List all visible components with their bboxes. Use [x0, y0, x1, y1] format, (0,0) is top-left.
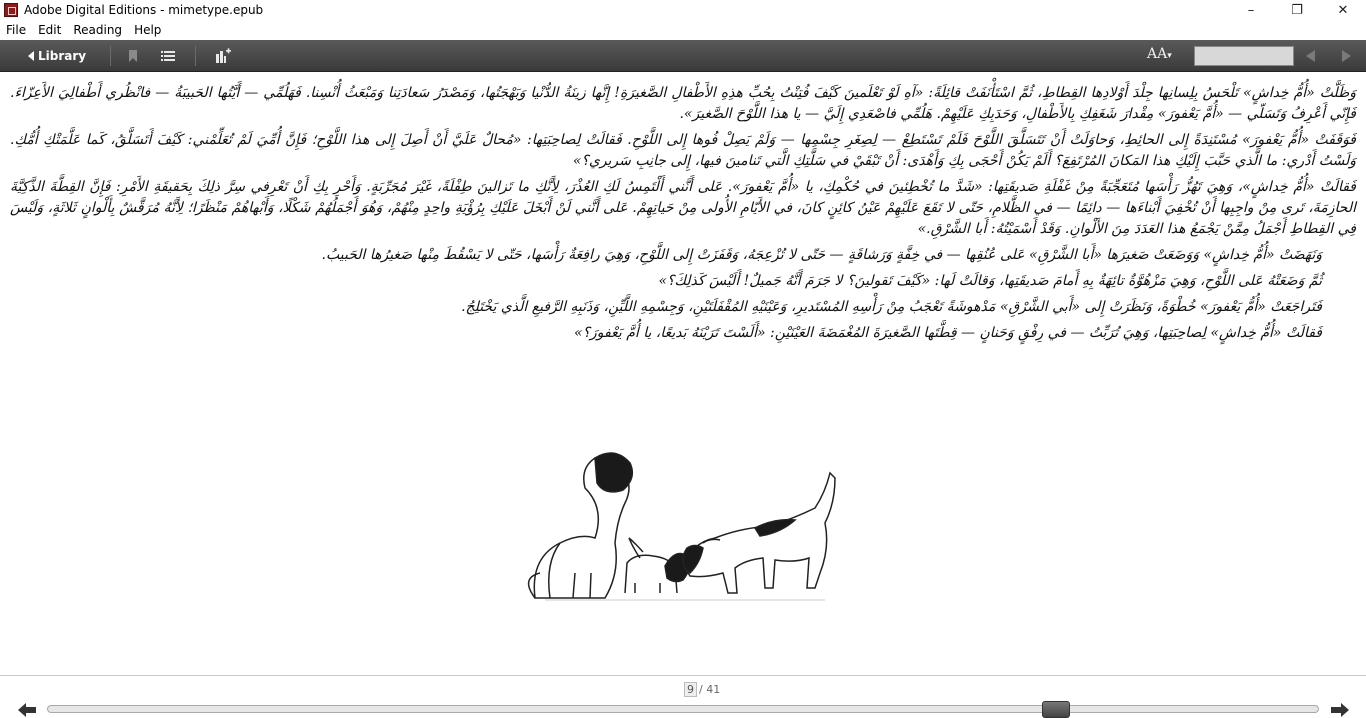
- menu-file[interactable]: File: [6, 23, 27, 37]
- window-title: Adobe Digital Editions - mimetype.epub: [24, 3, 264, 17]
- font-size-label: AA: [1147, 46, 1168, 62]
- paragraph: ثُمَّ وَضَعَتْهُ عَلى اللَّوْحِ، وَهِيَ مَزْهُوَّةٌ تائِهَةٌ بِهِ أَمامَ صَديقَتِها، وَقالَتْ لَها: «كَيْفَ تَقولينَ؟ لا جَرَمَ أَنَّهُ جَميلٌ! أَلَيْسَ كَذلِكَ؟»: [658, 273, 1322, 289]
- font-size-button[interactable]: [1147, 46, 1172, 62]
- page-slider-thumb[interactable]: [1042, 701, 1070, 718]
- menu-help[interactable]: Help: [134, 23, 162, 37]
- paragraph: وَظَلَّتْ «أُمُّ خِداشٍ» تَلْحَسُ بِلِسانِها جِلْدَ أَوْلادِها القِطاطِ، ثُمَّ اسْتَأْنَفَتْ قائِلَةً: «آهِ لَوْ تَعْلَمينَ كَيْفَ فُتِنْتُ بِحُبِّ هذِهِ الأَطْفالِ الصَّغيرَةِ! إِنَّها زينَةُ الدُّنْيا وَبَهْجَتُها، وَمَصْدَرُ سَعادَتِنا وَمَبْعَثُ أُنْسِنا. فَهَلُمِّي — أَيَّتُها الحَبيبَةُ — فانْظُري أَطْفالِيَ الأَعِزّاءَ. فَإِنّي أَعْرِفُ وَتَسَلّي — «أُمَّ يَعْفورَ» مِقْدارَ شَغَفِكِ بِالأَطْفالِ، وَحَدَبِكِ عَلَيْهِمْ. هَلُمِّي فاصْعَدِي إِلَيَّ — يا هذا اللَّوْحَ الصَّغيرَ».: [10, 85, 1356, 122]
- paragraph: فَقالَتْ «أُمُّ خِداشٍ» لِصاحِبَتِها، وَهِيَ تُرَبِّتُ — في رِفْقٍ وَحَنانٍ — قِطَّتَها الصَّغيرَةَ المُغْمَضَةَ العَيْنَيْنِ: «أَلَسْتَ تَرَيْنَهُ بَديعًا، يا أُمَّ يَعْفورَ؟»: [574, 325, 1322, 341]
- search-next-icon[interactable]: [1342, 50, 1351, 62]
- current-page-field[interactable]: 9: [684, 682, 697, 697]
- toolbar-divider: [110, 46, 111, 66]
- paragraph: فَوَقَفَتْ «أُمُّ يَعْفورَ» مُسْتَنِدَةً إِلى الحائِطِ، وَحاوَلَتْ أَنْ تَتَسَلَّقَ اللَّوْحَ فَلَمْ تَسْتَطِعْ — لِصِغَرِ جِسْمِها — وَلَمْ يَصِلْ فُوها إِلى اللَّوْحِ. فَقالَتْ لِصاحِبَتِها: «مُحالٌ عَلَيَّ أَنْ أَصِلَ إِلى هذا اللَّوْحِ؛ فَإِنَّ أُمِّيَ لَمْ تُعَلِّمْني: كَيْفَ أَتَسَلَّقُ، كَما عَلَّمَتْكِ أُمُّكِ. وَلَسْتُ أَدْري: ما الَّذي حَبَّبَ إِلَيْكِ هذا المَكانَ المُرْتَفِعَ؟ أَلَمْ يَكُنْ أَحْجَى بِكِ وَأَهْدَى: أَنْ تَبْقَيْ في سَلَّتِكِ الَّتي تَنامينَ فيها، إِلى جانِبِ سَريري؟»: [10, 132, 1356, 169]
- page-indicator: [684, 682, 720, 697]
- menu-edit[interactable]: Edit: [38, 23, 62, 37]
- page-slider-track[interactable]: [47, 705, 1319, 713]
- total-pages: / 41: [699, 683, 721, 696]
- add-to-collection-icon[interactable]: [215, 48, 231, 64]
- page-navigation-bar: [0, 675, 1366, 718]
- previous-page-arrow-icon[interactable]: [18, 703, 36, 717]
- paragraph: فَقالَتْ «أُمُّ خِداشٍ»، وَهِيَ تَهُزُّ رَأْسَها مُتَعَجِّبَةً مِنْ غَفْلَةِ صَديقَتِها: «شَدَّ ما تُخْطِئينَ في حُكْمِكِ، يا «أُمَّ يَعْفورَ». عَلى أَنَّني أَلْتَمِسُ لَكِ العُذْرَ، لِأَنَّكِ ما تَزالينَ طِفْلَةً، غَيْرَ مُجَرِّبَةٍ. وَأَحْرِ بِكِ أَنْ تَعْرِفي سِرَّ ذلِكَ بِحَقيقَةِ الأَمْرِ: فَإِنَّ القِطَّةَ الذَّكِيَّةَ الحازِمَةَ، تَرى مِنْ واجِبِها أَنْ تُخْفِيَ أَبْناءَها — دائِمًا — في الظَّلامِ، حَتّى لا تَقَعَ عَلَيْهِمْ عَيْنُ كائِنٍ كانَ، في الأَيّامِ الأُولى مِنْ حَياتِهِمْ. عَلى أَنَّني لَنْ أَبْخَلَ عَلَيْكِ بِرُؤْيَةِ واحِدٍ مِنْهُمْ، وَهُوَ أَجْمَلُهُمْ شَكْلًا، وَأَبْهاهُمْ مَنْظَرًا؛ لِأَنَّهُ مُرَقَّشٌ بِأَلْوانٍ ثَلاثَةٍ، وَلَيْسَ فِي القِطاطِ أَجْمَلُ مِمَّنْ يَجْمَعُ هذا العَدَدَ مِنَ الأَلْوانِ. وَقَدْ أَسْمَيْتُهُ: أَبا الشَّرْقِ.»: [10, 179, 1356, 237]
- toolbar-divider: [195, 46, 196, 66]
- search-previous-icon[interactable]: [1306, 50, 1315, 62]
- search-input[interactable]: [1194, 46, 1294, 66]
- library-button[interactable]: [28, 47, 86, 65]
- bookmark-icon[interactable]: [125, 48, 141, 64]
- close-button[interactable]: ✕: [1337, 2, 1349, 18]
- paragraph: وَنَهَضَتْ «أُمُّ خِداشٍ» وَوَضَعَتْ صَغيرَها «أَبا الشَّرْقِ» عَلى عُنُقِها — في خِفَّةٍ وَرَشاقَةٍ — حَتّى لا تُزْعِجَهُ، وَقَفَزَتْ إِلى اللَّوْحِ، وَهِيَ رافِعَةٌ رَأْسَها، حَتّى لا يَسْقُطَ مِنْها صَغيرُها الحَبيبُ.: [321, 247, 1322, 263]
- back-triangle-icon: [28, 51, 34, 61]
- window-controls: [1228, 0, 1366, 20]
- reader-toolbar: [0, 40, 1366, 72]
- menu-reading[interactable]: Reading: [73, 23, 123, 37]
- maximize-button[interactable]: ❐: [1291, 2, 1303, 18]
- menu-bar: [0, 20, 1366, 40]
- paragraph: فَتَراجَعَتْ «أُمُّ يَعْفورَ» خُطْوَةً، وَنَظَرَتْ إِلى «أَبي الشَّرْقِ» مَدْهوشَةً تَعْجَبُ مِنْ رَأْسِهِ المُسْتَديرِ، وَعَيْنَيْهِ المُقْفَلَتَيْنِ، وَجِسْمِهِ اللَّيِّنِ، وَذَنَبِهِ الرَّفيعِ الَّذي يَخْتَلِجُ.: [461, 299, 1322, 315]
- minimize-button[interactable]: –: [1247, 2, 1255, 18]
- table-of-contents-icon[interactable]: [160, 48, 176, 64]
- cats-and-dog-illustration: [525, 448, 845, 608]
- book-text: [10, 83, 1356, 349]
- dropdown-caret-icon: ▾: [1167, 51, 1172, 61]
- title-bar: [0, 0, 1366, 20]
- library-label: Library: [38, 49, 87, 63]
- adobe-digital-editions-icon: [4, 3, 18, 17]
- next-page-arrow-icon[interactable]: [1331, 703, 1349, 717]
- reading-pane: [0, 73, 1366, 675]
